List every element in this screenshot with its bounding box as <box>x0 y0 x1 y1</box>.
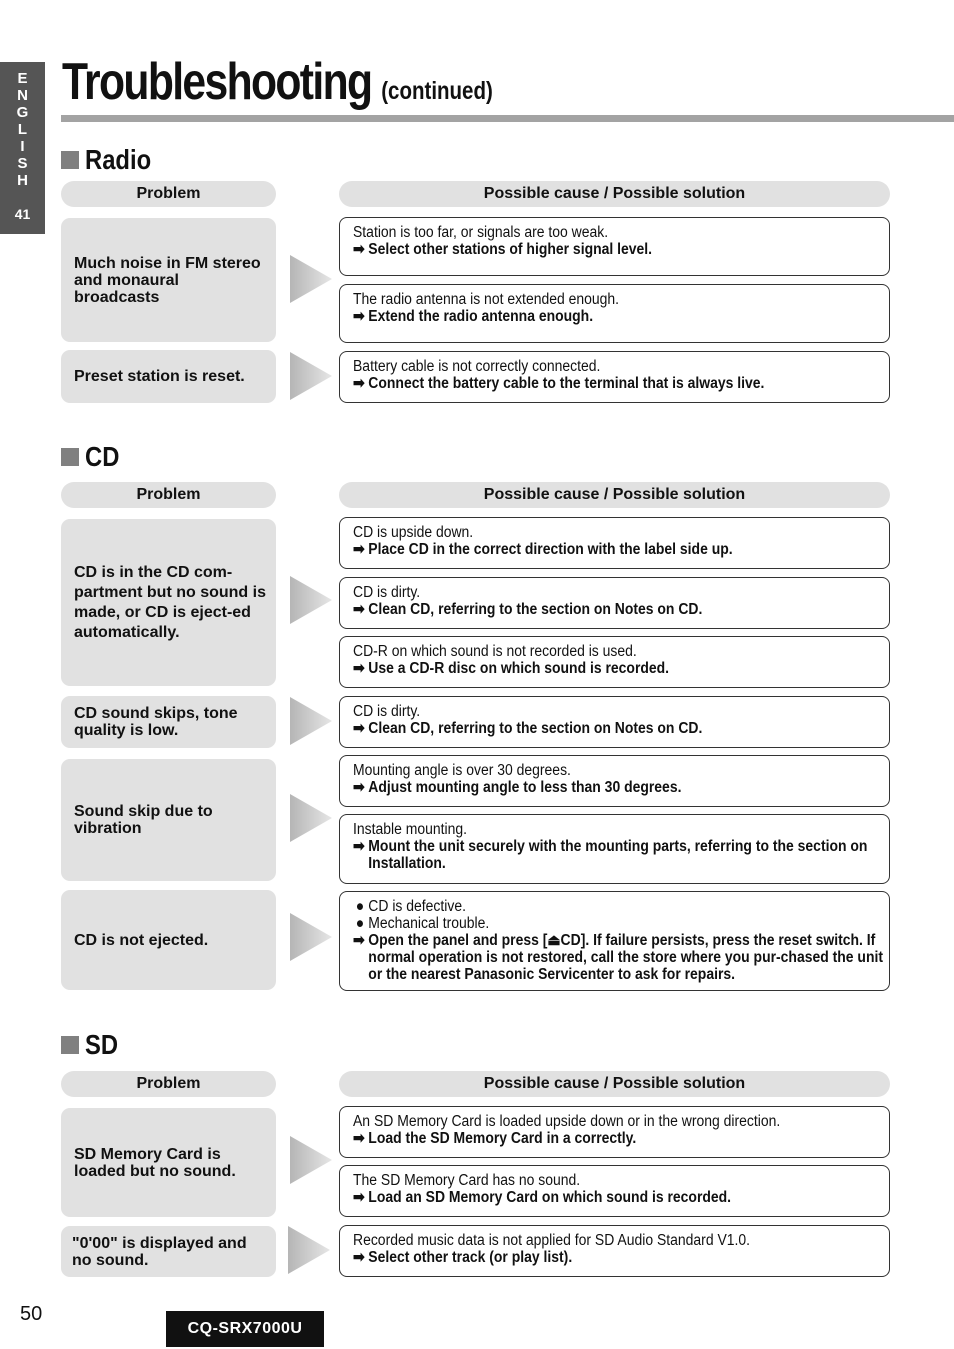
pointer-arrow-icon <box>288 1226 330 1274</box>
arrow-icon: ➡ <box>353 541 365 558</box>
solution-box <box>339 217 890 276</box>
problem-text: "0'00" is displayed and no sound. <box>72 1234 247 1269</box>
tab-letter: H <box>17 172 28 189</box>
problem-cell <box>61 696 276 748</box>
square-icon <box>61 1036 79 1054</box>
arrow-icon: ➡ <box>353 838 365 855</box>
section-heading-sd <box>61 1029 124 1061</box>
solution-column-header: Possible cause / Possible solution <box>339 181 890 207</box>
fix-text <box>353 241 890 258</box>
fix-label: Open the panel and press [⏏CD]. If failure persists, press the reset switch. If normal operation is not restored, call the store where you pur-chased the unit or the nearest Panasonic Servicenter to ask for repairs. <box>368 932 884 983</box>
cause-text: Recorded music data is not applied for SD Audio Standard V1.0. <box>353 1232 751 1249</box>
cause-text: Mounting angle is over 30 degrees. <box>353 762 571 779</box>
arrow-icon: ➡ <box>353 1189 365 1206</box>
fix-text <box>353 660 890 677</box>
problem-text: CD is in the CD com-partment but no sound is made, or CD is eject-ed automatically. <box>74 563 266 641</box>
solution-box <box>339 755 890 807</box>
fix-label: Load the SD Memory Card in a correctly. <box>368 1130 637 1147</box>
arrow-icon: ➡ <box>353 241 365 258</box>
cause-text: The radio antenna is not extended enough. <box>353 291 620 308</box>
section-title: CD <box>85 441 120 472</box>
problem-text: Sound skip due to vibration <box>74 803 213 837</box>
fix-text <box>353 541 890 558</box>
problem-cell <box>61 350 276 403</box>
cause-text: CD is dirty. <box>353 703 421 720</box>
fix-label: Adjust mounting angle to less than 30 degrees. <box>368 779 682 796</box>
tab-letter: G <box>16 104 29 121</box>
tab-letter: S <box>17 155 28 172</box>
problem-text: SD Memory Card is loaded but no sound. <box>74 1145 236 1180</box>
problem-text: Preset station is reset. <box>74 368 245 385</box>
language-tab <box>0 62 45 234</box>
solution-box <box>339 1165 890 1217</box>
fix-label: Mount the unit securely with the mounting parts, referring to the section on Installation. <box>368 838 868 872</box>
problem-cell <box>61 1226 276 1277</box>
section-title: Radio <box>85 144 152 175</box>
pointer-arrow-icon <box>290 255 332 303</box>
square-icon <box>61 448 79 466</box>
solution-box <box>339 1106 890 1158</box>
pointer-arrow-icon <box>290 352 332 400</box>
cause-text: CD is upside down. <box>353 524 474 541</box>
fix-label: Use a CD-R disc on which sound is recorded. <box>368 660 670 677</box>
fix-label: Select other track (or play list). <box>368 1249 573 1266</box>
pointer-arrow-icon <box>290 1136 332 1184</box>
solution-box <box>339 577 890 629</box>
section-title: SD <box>85 1029 119 1060</box>
solution-box <box>339 351 890 403</box>
arrow-icon: ➡ <box>353 1249 365 1266</box>
solution-box <box>339 696 890 748</box>
bullet-icon: ● <box>355 898 365 915</box>
fix-label: Connect the battery cable to the terminal that is always live. <box>368 375 765 392</box>
fix-text <box>353 375 890 392</box>
problem-column-header: Problem <box>61 482 276 508</box>
section-heading-cd <box>61 441 125 473</box>
arrow-icon: ➡ <box>353 932 365 949</box>
bullet-text: CD is defective. <box>368 898 466 915</box>
fix-text <box>353 838 890 872</box>
pointer-arrow-icon <box>290 794 332 842</box>
tab-letter: E <box>17 70 28 87</box>
fix-label: Clean CD, referring to the section on Notes on CD. <box>368 601 703 618</box>
problem-cell <box>61 1108 276 1217</box>
problem-text: CD sound skips, tone quality is low. <box>74 705 238 739</box>
solution-box <box>339 891 890 991</box>
fix-label: Place CD in the correct direction with the label side up. <box>368 541 733 558</box>
cause-text: An SD Memory Card is loaded upside down or in the wrong direction. <box>353 1113 781 1130</box>
fix-text <box>353 779 890 796</box>
pointer-arrow-icon <box>290 697 332 745</box>
arrow-icon: ➡ <box>353 601 365 618</box>
cause-text: CD-R on which sound is not recorded is used. <box>353 643 637 660</box>
tab-page-number: 41 <box>14 206 31 222</box>
page-number: 50 <box>20 1303 43 1325</box>
cause-text: CD is dirty. <box>353 584 421 601</box>
arrow-icon: ➡ <box>353 660 365 677</box>
fix-label: Extend the radio antenna enough. <box>368 308 594 325</box>
problem-cell <box>61 519 276 686</box>
tab-letter: L <box>17 121 28 138</box>
page-title-text: Troubleshooting <box>62 53 372 111</box>
section-heading-radio <box>61 144 163 176</box>
language-tab-letters <box>0 70 45 189</box>
fix-label: Select other stations of higher signal level. <box>368 241 653 258</box>
fix-text <box>353 1249 890 1266</box>
arrow-icon: ➡ <box>353 1130 365 1147</box>
arrow-icon: ➡ <box>353 720 365 737</box>
problem-text: CD is not ejected. <box>74 931 209 949</box>
title-rule <box>61 115 954 122</box>
problem-cell <box>61 218 276 342</box>
fix-text <box>353 601 890 618</box>
page-title-continued: (continued) <box>381 77 493 105</box>
problem-cell <box>61 759 276 881</box>
solution-column-header: Possible cause / Possible solution <box>339 482 890 508</box>
arrow-icon: ➡ <box>353 308 365 325</box>
arrow-icon: ➡ <box>353 779 365 796</box>
fix-text <box>353 308 890 325</box>
solution-box <box>339 1225 890 1277</box>
fix-text <box>353 932 890 983</box>
solution-column-header: Possible cause / Possible solution <box>339 1071 890 1097</box>
pointer-arrow-icon <box>290 576 332 624</box>
bullet-item <box>353 915 828 932</box>
model-badge: CQ-SRX7000U <box>166 1311 324 1347</box>
problem-column-header: Problem <box>61 181 276 207</box>
problem-cell <box>61 890 276 990</box>
solution-box <box>339 517 890 569</box>
solution-box <box>339 284 890 343</box>
bullet-item <box>353 898 828 915</box>
cause-text: The SD Memory Card has no sound. <box>353 1172 581 1189</box>
page-title <box>62 52 493 112</box>
bullet-text: Mechanical trouble. <box>368 915 490 932</box>
problem-text: Much noise in FM stereo and monaural broadcasts <box>74 254 261 306</box>
tab-letter: N <box>17 87 28 104</box>
cause-text: Station is too far, or signals are too weak. <box>353 224 609 241</box>
solution-box <box>339 636 890 688</box>
problem-column-header: Problem <box>61 1071 276 1097</box>
square-icon <box>61 151 79 169</box>
solution-box <box>339 814 890 884</box>
cause-text: Battery cable is not correctly connected. <box>353 358 601 375</box>
fix-text <box>353 1130 890 1147</box>
tab-letter: I <box>20 138 25 155</box>
pointer-arrow-icon <box>290 913 332 961</box>
bullet-icon: ● <box>355 915 365 932</box>
arrow-icon: ➡ <box>353 375 365 392</box>
cause-text: Instable mounting. <box>353 821 468 838</box>
fix-text <box>353 720 890 737</box>
fix-label: Clean CD, referring to the section on Notes on CD. <box>368 720 703 737</box>
fix-text <box>353 1189 890 1206</box>
fix-label: Load an SD Memory Card on which sound is recorded. <box>368 1189 732 1206</box>
